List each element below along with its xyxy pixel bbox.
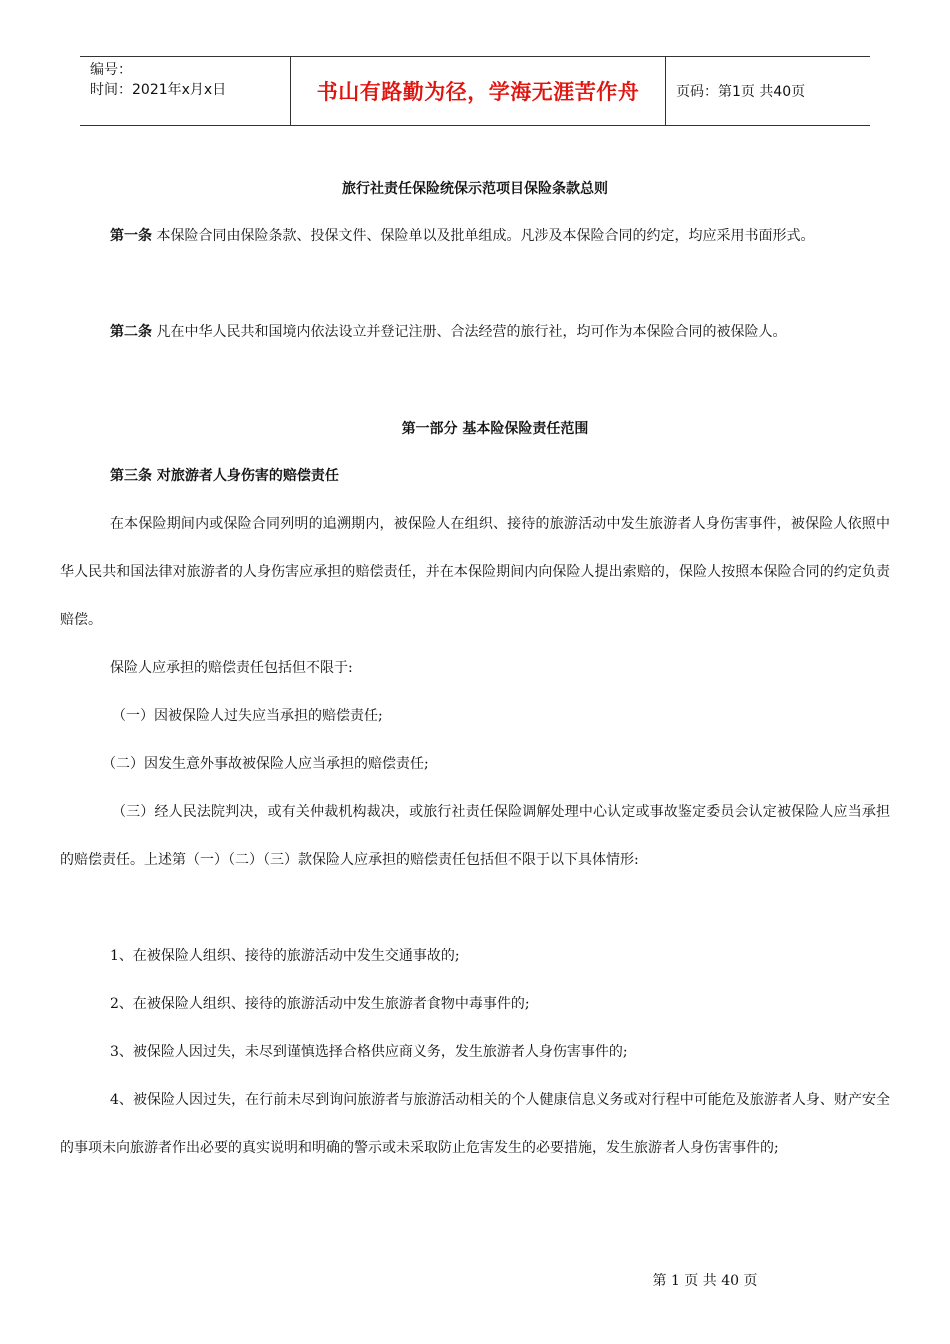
article-2 xyxy=(60,308,890,356)
item-b: （二）因发生意外事故被保险人应当承担的赔偿责任; xyxy=(102,756,429,772)
header-motto: 书山有路勤为径，学海无涯苦作舟 xyxy=(291,57,666,125)
article-2-text: 凡在中华人民共和国境内依法设立并登记注册、合法经营的旅行社，均可作为本保险合同的被保险人。 xyxy=(152,324,787,340)
page-footer: 第 1 页 共 40 页 xyxy=(652,1273,758,1289)
part-1-title: 第一部分 基本险保险责任范围 xyxy=(401,421,589,437)
item-c: （三）经人民法院判决，或有关仲裁机构裁决，或旅行社责任保险调解处理中心认定或事故鉴定委员会认定被保险人应当承担的赔偿责任。上述第（一）（二）（三）款保险人应承担的赔偿责任包括但不限于以下具体情形: xyxy=(60,804,890,868)
article-1-text: 本保险合同由保险条款、投保文件、保险单以及批单组成。凡涉及本保险合同的约定，均应采用书面形式。 xyxy=(152,228,815,244)
article-2-lead: 第二条 xyxy=(110,324,152,340)
article-3-heading-text: 第三条 对旅游者人身伤害的赔偿责任 xyxy=(110,468,339,484)
article-3-heading xyxy=(60,452,890,500)
case-1: 1、在被保险人组织、接待的旅游活动中发生交通事故的; xyxy=(110,948,460,964)
header-page-info: 页码：第1页 共40页 xyxy=(676,84,806,100)
paragraph-scope: 保险人应承担的赔偿责任包括但不限于: xyxy=(110,660,353,676)
page-header xyxy=(80,56,870,126)
document-title: 旅行社责任保险统保示范项目保险条款总则 xyxy=(342,181,608,197)
case-3: 3、被保险人因过失，未尽到谨慎选择合格供应商义务，发生旅游者人身伤害事件的; xyxy=(110,1044,628,1060)
paragraph-main: 在本保险期间内或保险合同列明的追溯期内，被保险人在组织、接待的旅游活动中发生旅游者人身伤害事件，被保险人依照中华人民共和国法律对旅游者的人身伤害应承担的赔偿责任，并在本保险期间内向保险人提出索赔的，保险人按照本保险合同的约定负责赔偿。 xyxy=(60,516,890,628)
number-label: 编号： xyxy=(90,62,132,78)
case-2: 2、在被保险人组织、接待的旅游活动中发生旅游者食物中毒事件的; xyxy=(110,996,530,1012)
article-1 xyxy=(60,212,890,260)
article-1-lead: 第一条 xyxy=(110,228,152,244)
item-a: （一）因被保险人过失应当承担的赔偿责任; xyxy=(112,708,383,724)
date-label: 时间：2021年x月x日 xyxy=(90,82,227,98)
header-meta xyxy=(80,57,291,125)
case-4: 4、被保险人因过失，在行前未尽到询问旅游者与旅游活动相关的个人健康信息义务或对行程中可能危及旅游者人身、财产安全的事项未向旅游者作出必要的真实说明和明确的警示或未采取防止危害发生的必要措施，发生旅游者人身伤害事件的; xyxy=(60,1092,890,1156)
